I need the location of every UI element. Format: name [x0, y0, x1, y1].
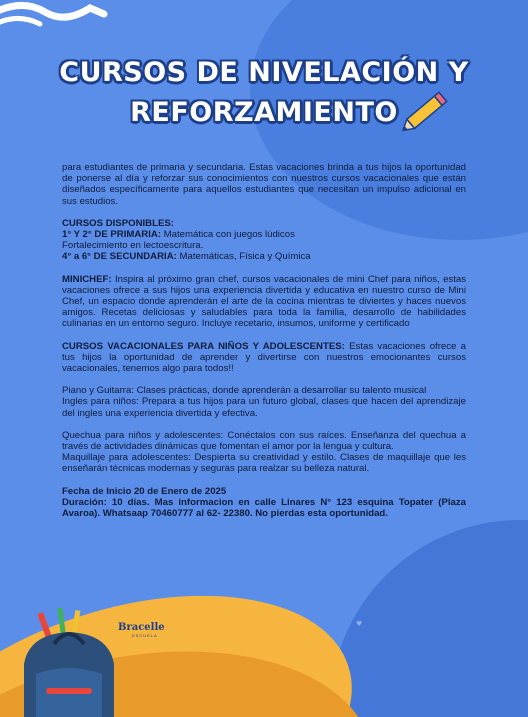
minichef-paragraph [62, 274, 466, 330]
intro-paragraph: para estudiantes de primaria y secundaria. Estas vacaciones brinda a tus hijos la oportunidad de ponerse al día y reforzar sus conocimientos con nuestros cursos vacacionales que están diseñados específicamente para aquellos estudiantes que necesitan un impulso adicional en sus estudios. [62, 162, 466, 207]
ingles-text: Ingles para niños: Prepara a tus hijos para un futuro global, clases que hacen del aprendizaje del ingles una experiencia divertida y efectiva. [62, 396, 466, 419]
piano-text: Piano y Guitarra: Clases prácticas, donde aprenderán a desarrollar su talento musical [62, 385, 427, 397]
culture-section [62, 430, 466, 475]
minichef-label: MINICHEF: [62, 273, 112, 285]
logo-name: Bracelle [118, 622, 165, 633]
primaria-text: Matemática con juegos lúdicos [161, 229, 295, 241]
courses-heading: CURSOS DISPONIBLES: [62, 217, 174, 229]
vacacionales-label: CURSOS VACACIONALES PARA NIÑOS Y ADOLESCENTES: [62, 340, 345, 352]
quechua-text: Quechua para niños y adolescentes: Conéctalos con sus raíces. Enseñanza del quechua a través de actividades dinámicas que fomentan el amor por la lengua y cultura. [62, 429, 466, 453]
courses-section [62, 218, 466, 263]
brush-stroke-icon [0, 0, 110, 30]
logo-subtitle: ESCUELA [132, 633, 158, 638]
vacacionales-paragraph [62, 341, 466, 375]
music-language-section [62, 385, 466, 419]
document-body [62, 162, 466, 530]
vacacionales-text: Estas vacaciones ofrece a tus hijos la oportunidad de aprender y divertirse con nuestros emocionantes cursos vacacionales, tenemos algo para todos!! [62, 340, 466, 375]
fecha-inicio: Fecha de Inicio 20 de Enero de 2025 [62, 485, 227, 497]
page-title-line-2: REFORZAMIENTO [130, 97, 398, 128]
minichef-text: Inspira al próximo gran chef, cursos vacacionales de mini Chef para niños, estas vacaciones ofrece a sus hijos una experiencia divertida y educativa en nuestro curso de Mini Chef, un espacio donde aprenderán el arte de la cocina mientras te diviertes y haces nuevos amigos. Recetas deliciosas y saludables para toda la familia, desarrollo de habilidades culinarias en un entorno seguro. Incluye recetario, insumos, uniforme y certificado [62, 273, 466, 330]
footer-info [62, 486, 466, 520]
page-title-line-1: CURSOS DE NIVELACIÓN Y [59, 57, 469, 88]
primaria-label: 1° Y 2° DE PRIMARIA: [62, 229, 162, 241]
secundaria-label: 4° a 6° DE SECUNDARIA: [62, 251, 177, 263]
secundaria-text: Matemáticas, Física y Química [176, 251, 311, 263]
pencil-icon [398, 86, 454, 136]
maquillaje-text: Maquillaje para adolescentes: Despierta su creatividad y estilo. Clases de maquillaje que les enseñarán técnicas modernas y seguras para realzar su belleza natural. [62, 452, 466, 475]
backpack-icon [14, 604, 124, 717]
heart-icon: ♥ [356, 620, 363, 628]
primaria-line-2: Fortalecimiento en lectoescritura. [62, 240, 204, 252]
background-blob [330, 520, 528, 717]
duracion-info: Duración: 10 días. Mas informacion en calle Linares N° 123 esquina Topater (Plaza Avaroa). Whatsaap 70460777 al 62- 22380. No pierdas esta oportunidad. [62, 496, 466, 520]
school-logo [118, 622, 165, 638]
